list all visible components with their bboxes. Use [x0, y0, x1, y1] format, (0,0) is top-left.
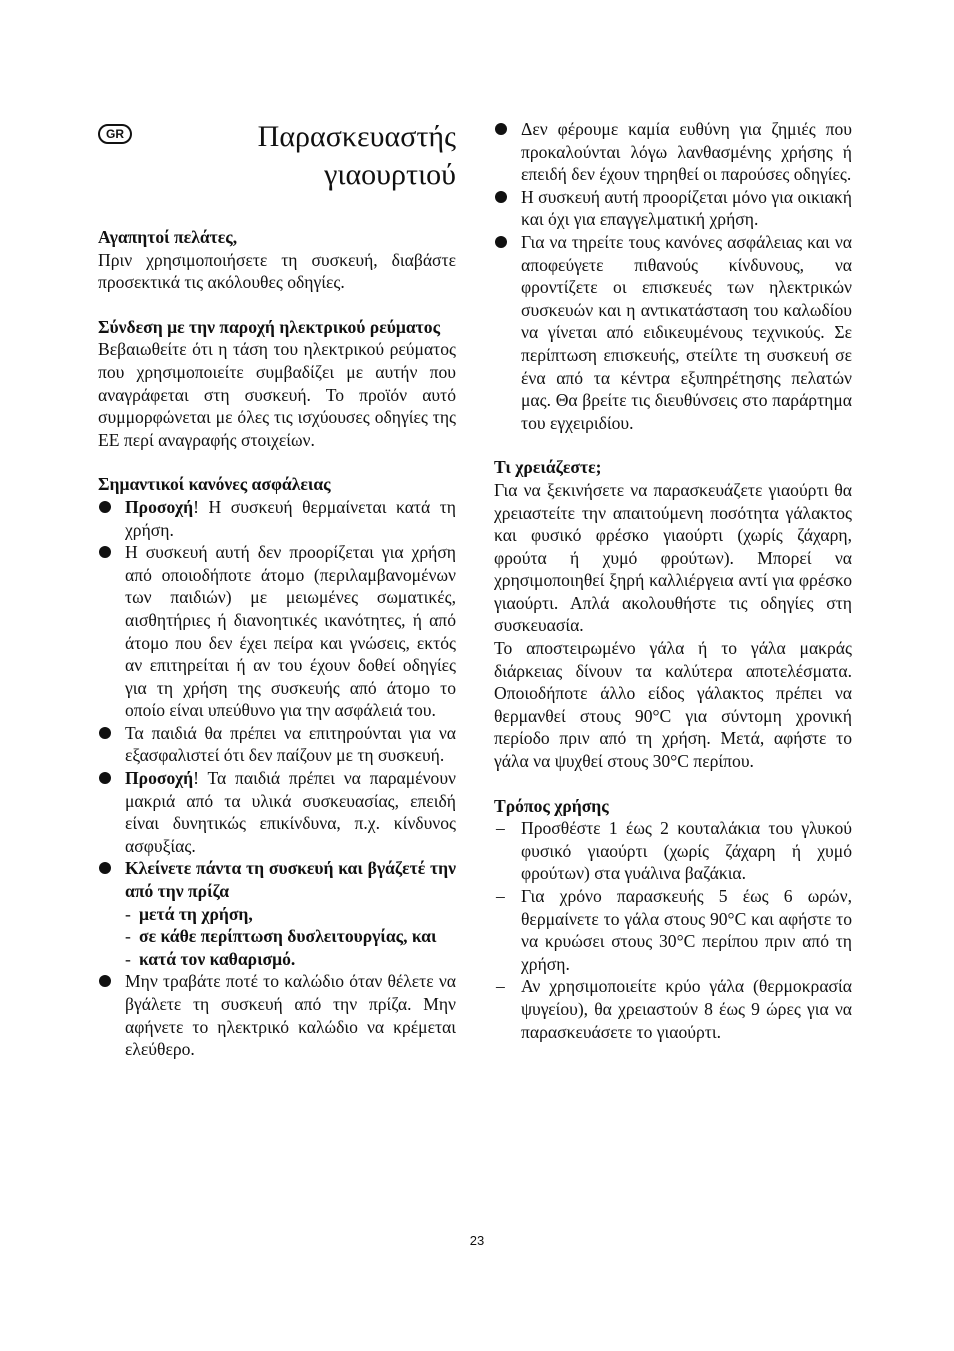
safety-item-7: Δεν φέρουμε καμία ευθύνη για ζημιές που προκαλούνται λόγω λανθασμένης χρήσης ή επειδή δεν έχουν τηρηθεί οι παρούσες οδηγίες. — [494, 118, 852, 186]
safety-item-2: Η συσκευή αυτή δεν προορίζεται για χρήση από οποιοδήποτε άτομο (περιλαμβανομένων των παιδιών) με μειωμένες σωματικές, αισθητήριες ή διανοητικές ικανότητες, ή από άτομο που δεν έχει πείρα και γνώσεις, εκτός αν επιτηρείται ή αν του έχουν δοθεί οδηγίες για τη χρήση της συσκευής από άτομο το οποίο είναι υπεύθυνο για την ασφάλειά του. — [98, 541, 456, 722]
unplug-malfunction: - σε κάθε περίπτωση δυσλειτουργίας, και — [125, 925, 456, 948]
safety-list-continued — [494, 118, 852, 434]
safety-item-4-text: ! Τα παιδιά πρέπει να παραμένουν μακριά από τα υλικά συσκευασίας, επειδή είναι δυνητικώς επικίνδυνα, π.χ. κίνδυνος ασφυξίας. — [125, 768, 456, 856]
needs-heading: Τι χρειάζεστε; — [494, 457, 602, 478]
page-number: 23 — [469, 1233, 485, 1248]
safety-item-4 — [98, 767, 456, 857]
greeting-text: Πριν χρησιμοποιήσετε τη συσκευή, διαβάστε προσεκτικά τις ακόλουθες οδηγίες. — [98, 249, 456, 293]
right-column — [494, 118, 852, 1043]
safety-heading: Σημαντικοί κανόνες ασφάλειας — [98, 474, 331, 495]
usage-step-1: – Προσθέστε 1 έως 2 κουταλάκια του γλυκού φυσικό γιαούρτι (χωρίς ζάχαρη ή χυμό φρούτων) στα γυάλινα βαζάκια. — [494, 817, 852, 885]
greeting-heading: Αγαπητοί πελάτες, — [98, 227, 238, 247]
title-line-2: γιαουρτιού — [324, 158, 456, 191]
safety-item-1-text: ! Η συσκευή θερμαίνεται κατά τη χρήση. — [125, 496, 456, 540]
usage-steps — [494, 817, 852, 1043]
connection-text: Βεβαιωθείτε ότι η τάση του ηλεκτρικού ρεύματος που χρησιμοποιείτε συμβαδίζει με αυτήν που αναγράφεται στη συσκευή. Το προϊόν αυτό συμμορφώνεται με όλες τις ισχύουσες οδηγίες της ΕΕ περί αναγραφής στοιχείων. — [98, 339, 456, 450]
safety-item-8: Η συσκευή αυτή προορίζεται μόνο για οικιακή και όχι για επαγγελματική χρήση. — [494, 186, 852, 231]
safety-item-6: Μην τραβάτε ποτέ το καλώδιο όταν θέλετε να βγάλετε τη συσκευή από την πρίζα. Μην αφήνετε το ηλεκτρικό καλώδιο να κρέμεται ελεύθερο. — [98, 970, 456, 1060]
caution-label: Προσοχή — [125, 496, 194, 517]
safety-item-5 — [98, 857, 456, 970]
needs-paragraph-1: Για να ξεκινήσετε να παρασκευάζετε γιαούρτι θα χρειαστείτε την απαιτούμενη ποσότητα γάλακτος και φυσικό φρέσκο γιαούρτι (χωρίς ζάχαρη, φρούτα ή χυμό φρούτων). Μπορεί να χρησιμοποιηθεί ξηρή καλλιέργεια αντί για φρέσκο γιαούρτι. Απλά ακολουθήστε τις οδηγίες στη συσκευασία. — [494, 479, 852, 636]
unplug-conditions — [125, 903, 456, 971]
safety-item-1 — [98, 496, 456, 541]
safety-list — [98, 496, 456, 1061]
usage-step-3: – Αν χρησιμοποιείτε κρύο γάλα (θερμοκρασία ψυγείου), θα χρειαστούν 8 έως 9 ώρες για να παρασκευάσετε το γιαούρτι. — [494, 975, 852, 1043]
safety-item-9: Για να τηρείτε τους κανόνες ασφάλειας και να αποφεύγετε πιθανούς κίνδυνους, να φροντίζετε οι επισκευές των ηλεκτρικών συσκευών και η αντικατάσταση του καλωδίου να γίνεται από ειδικευμένους τεχνικούς. Σε περίπτωση επισκευής, στείλτε τη συσκευή σε ένα από τα κέντρα εξυπηρέτησης πελατών μας. Θα βρείτε τις διευθύνσεις στο παράρτημα του εγχειριδίου. — [494, 231, 852, 434]
language-badge: GR — [98, 124, 132, 144]
left-column — [98, 118, 456, 1061]
usage-heading: Τρόπος χρήσης — [494, 795, 609, 816]
safety-item-3: Τα παιδιά θα πρέπει να επιτηρούνται για να εξασφαλιστεί ότι δεν παίζουν με τη συσκευή. — [98, 722, 456, 767]
safety-item-5-text: Κλείνετε πάντα τη συσκευή και βγάζετέ την από την πρίζα — [125, 858, 456, 902]
title-line-1: Παρασκευαστής — [257, 120, 456, 153]
needs-paragraph-2: Το αποστειρωμένο γάλα ή το γάλα μακράς διάρκειας δίνουν τα καλύτερα αποτελέσματα. Οποιοδήποτε άλλο είδος γάλακτος πρέπει να θερμανθεί στους 90°C για σύντομη χρονική περίοδο πριν από τη χρήση. Μετά, αφήστε το γάλα να ψυχθεί στους 30°C περίπου. — [494, 638, 852, 772]
connection-heading: Σύνδεση με την παροχή ηλεκτρικού ρεύματος — [98, 316, 440, 337]
usage-step-2: – Για χρόνο παρασκευής 5 έως 6 ωρών, θερμαίνετε το γάλα στους 90°C και αφήστε το να κρυώσει στους 30°C περίπου πριν από τη χρήση. — [494, 885, 852, 975]
page-title — [98, 118, 456, 194]
caution-label: Προσοχή — [125, 768, 194, 789]
unplug-after-use: - μετά τη χρήση, — [125, 903, 456, 926]
unplug-cleaning: - κατά τον καθαρισμό. — [125, 948, 456, 971]
